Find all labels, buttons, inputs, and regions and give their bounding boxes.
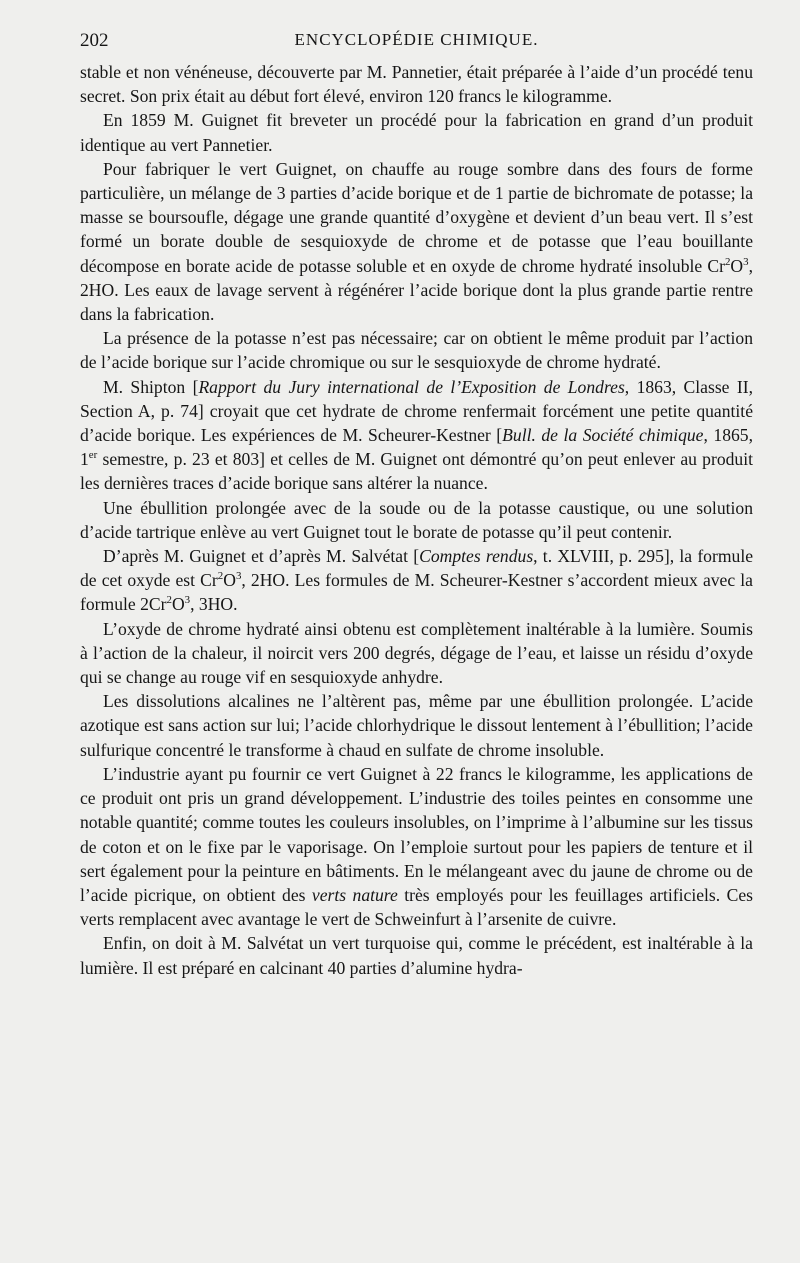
- paragraph-10-text: L’industrie ayant pu fournir ce vert Guignet à 22 francs le kilogramme, les applications de ce produit ont pris un grand développement. L’industrie des toiles peintes en consomme une notable quantité; comme toutes les couleurs insolubles, on l’imprime à l’albumine sur les tissus de coton et on le fixe par le vaporisage. On l’emploie surtout pour les papiers de tenture et il sert également pour la peinture en bâtiments. En le mélangeant avec du jaune de chrome ou de l’acide picrique, on obtient des: [80, 763, 753, 905]
- paragraph-9: Les dissolutions alcalines ne l’altèrent pas, même par une ébullition prolongée. L’acide azotique est sans action sur lui; l’acide chlorhydrique le dissout lentement à l’ébullition; l’acide sulfurique concentré le transforme à chaud en sulfate de chrome insoluble.: [80, 691, 753, 760]
- paragraph-7-text: , 3HO.: [190, 594, 238, 615]
- formula-subscript: 3: [743, 255, 749, 268]
- paragraph-5-text: , 1863, Classe II, Section A, p. 74] croyait que cet hydrate de chrome renfermait forcément une petite quantité d’acide borique. Les expériences de M. Scheurer-Kestner [: [80, 376, 753, 446]
- paragraph-3-text: , 2HO. Les eaux de lavage servent à régénérer l’acide borique dont la plus grande partie rentre dans la fabrication.: [80, 255, 753, 325]
- paragraph-11: Enfin, on doit à M. Salvétat un vert turquoise qui, comme le précédent, est inaltérable à la lumière. Il est préparé en calcinant 40 parties d’alumine hydra-: [80, 933, 753, 978]
- paragraph-10: [80, 762, 753, 931]
- paragraph-7-text: D’après M. Guignet et d’après M. Salvétat [: [103, 546, 420, 567]
- ordinal-superscript: er: [88, 449, 98, 462]
- paragraph-3: [80, 157, 753, 326]
- formula-subscript: 2: [166, 594, 172, 607]
- paragraph-7: [80, 544, 753, 617]
- formula-subscript: 3: [184, 594, 191, 607]
- emphasis-verts-nature: verts nature: [311, 884, 398, 905]
- page-number: 202: [80, 30, 109, 51]
- formula-subscript: 2: [217, 570, 224, 583]
- paragraph-7-text: , 2HO. Les formules de M. Scheurer-Kestner s’accordent mieux avec la formule 2Cr: [80, 570, 753, 615]
- paragraph-3-text: Pour fabriquer le vert Guignet, on chauffe au rouge sombre dans des fours de forme particulière, un mélange de 3 parties d’acide borique et de 1 partie de bichromate de potasse; la masse se boursoufle, dégage une grande quantité d’oxygène et devient d’un beau vert. Il s’est formé un borate double de sesquioxyde de chrome et de potasse que l’eau bouillante décompose en borate acide de potasse soluble et en oxyde de chrome hydraté insoluble Cr: [80, 158, 753, 276]
- formula-subscript: 3: [235, 570, 242, 583]
- paragraph-8: L’oxyde de chrome hydraté ainsi obtenu est complètement inaltérable à la lumière. Soumis à l’action de la chaleur, il noircit vers 200 degrés, dégage de l’eau, et laisse un résidu d’oxyde qui se change au rouge vif en sesquioxyde anhydre.: [80, 618, 753, 688]
- running-title: ENCYCLOPÉDIE CHIMIQUE.: [294, 30, 539, 49]
- body-text: [80, 60, 753, 980]
- paragraph-7-text: O: [223, 570, 236, 591]
- paragraph-6: Une ébullition prolongée avec de la soude ou de la potasse caustique, ou une solution d’acide tartrique enlève au vert Guignet tout le borate de potasse qu’il peut contenir.: [80, 497, 753, 542]
- paragraph-5-text: , 1865, 1: [80, 425, 753, 470]
- paragraph-5: [80, 375, 753, 496]
- paragraph-7-text: O: [171, 594, 185, 615]
- paragraph-4: La présence de la potasse n’est pas nécessaire; car on obtient le même produit par l’action de l’acide borique sur l’acide chromique ou sur le sesquioxyde de chrome hydraté.: [80, 328, 753, 373]
- citation-bulletin: Bull. de la Société chimique: [502, 425, 704, 446]
- paragraph-7-text: , t. XLVIII, p. 295], la formule de cet oxyde est Cr: [80, 546, 754, 591]
- paragraph-1: stable et non vénéneuse, découverte par M. Pannetier, était préparée à l’aide d’un procédé tenu secret. Son prix était au début fort élevé, environ 120 francs le kilogramme.: [80, 62, 753, 107]
- paragraph-10-text: très employés pour les feuillages artificiels. Ces verts remplacent avec avantage le vert de Schweinfurt à l’arsenite de cuivre.: [80, 884, 753, 930]
- paragraph-5-text: M. Shipton [: [103, 376, 199, 397]
- paragraph-3-text: O: [730, 255, 744, 276]
- page-header: [80, 30, 753, 54]
- citation-rapport-jury: Rapport du Jury international de l’Exposition de Londres: [198, 376, 625, 397]
- citation-comptes-rendus: Comptes rendus: [419, 546, 534, 567]
- formula-subscript: 2: [724, 255, 731, 268]
- paragraph-5-text: semestre, p. 23 et 803] et celles de M. Guignet ont démontré qu’on peut enlever au produit les dernières traces d’acide borique sans altérer la nuance.: [80, 449, 753, 494]
- paragraph-2: En 1859 M. Guignet fit breveter un procédé pour la fabrication en grand d’un produit identique au vert Pannetier.: [80, 110, 753, 155]
